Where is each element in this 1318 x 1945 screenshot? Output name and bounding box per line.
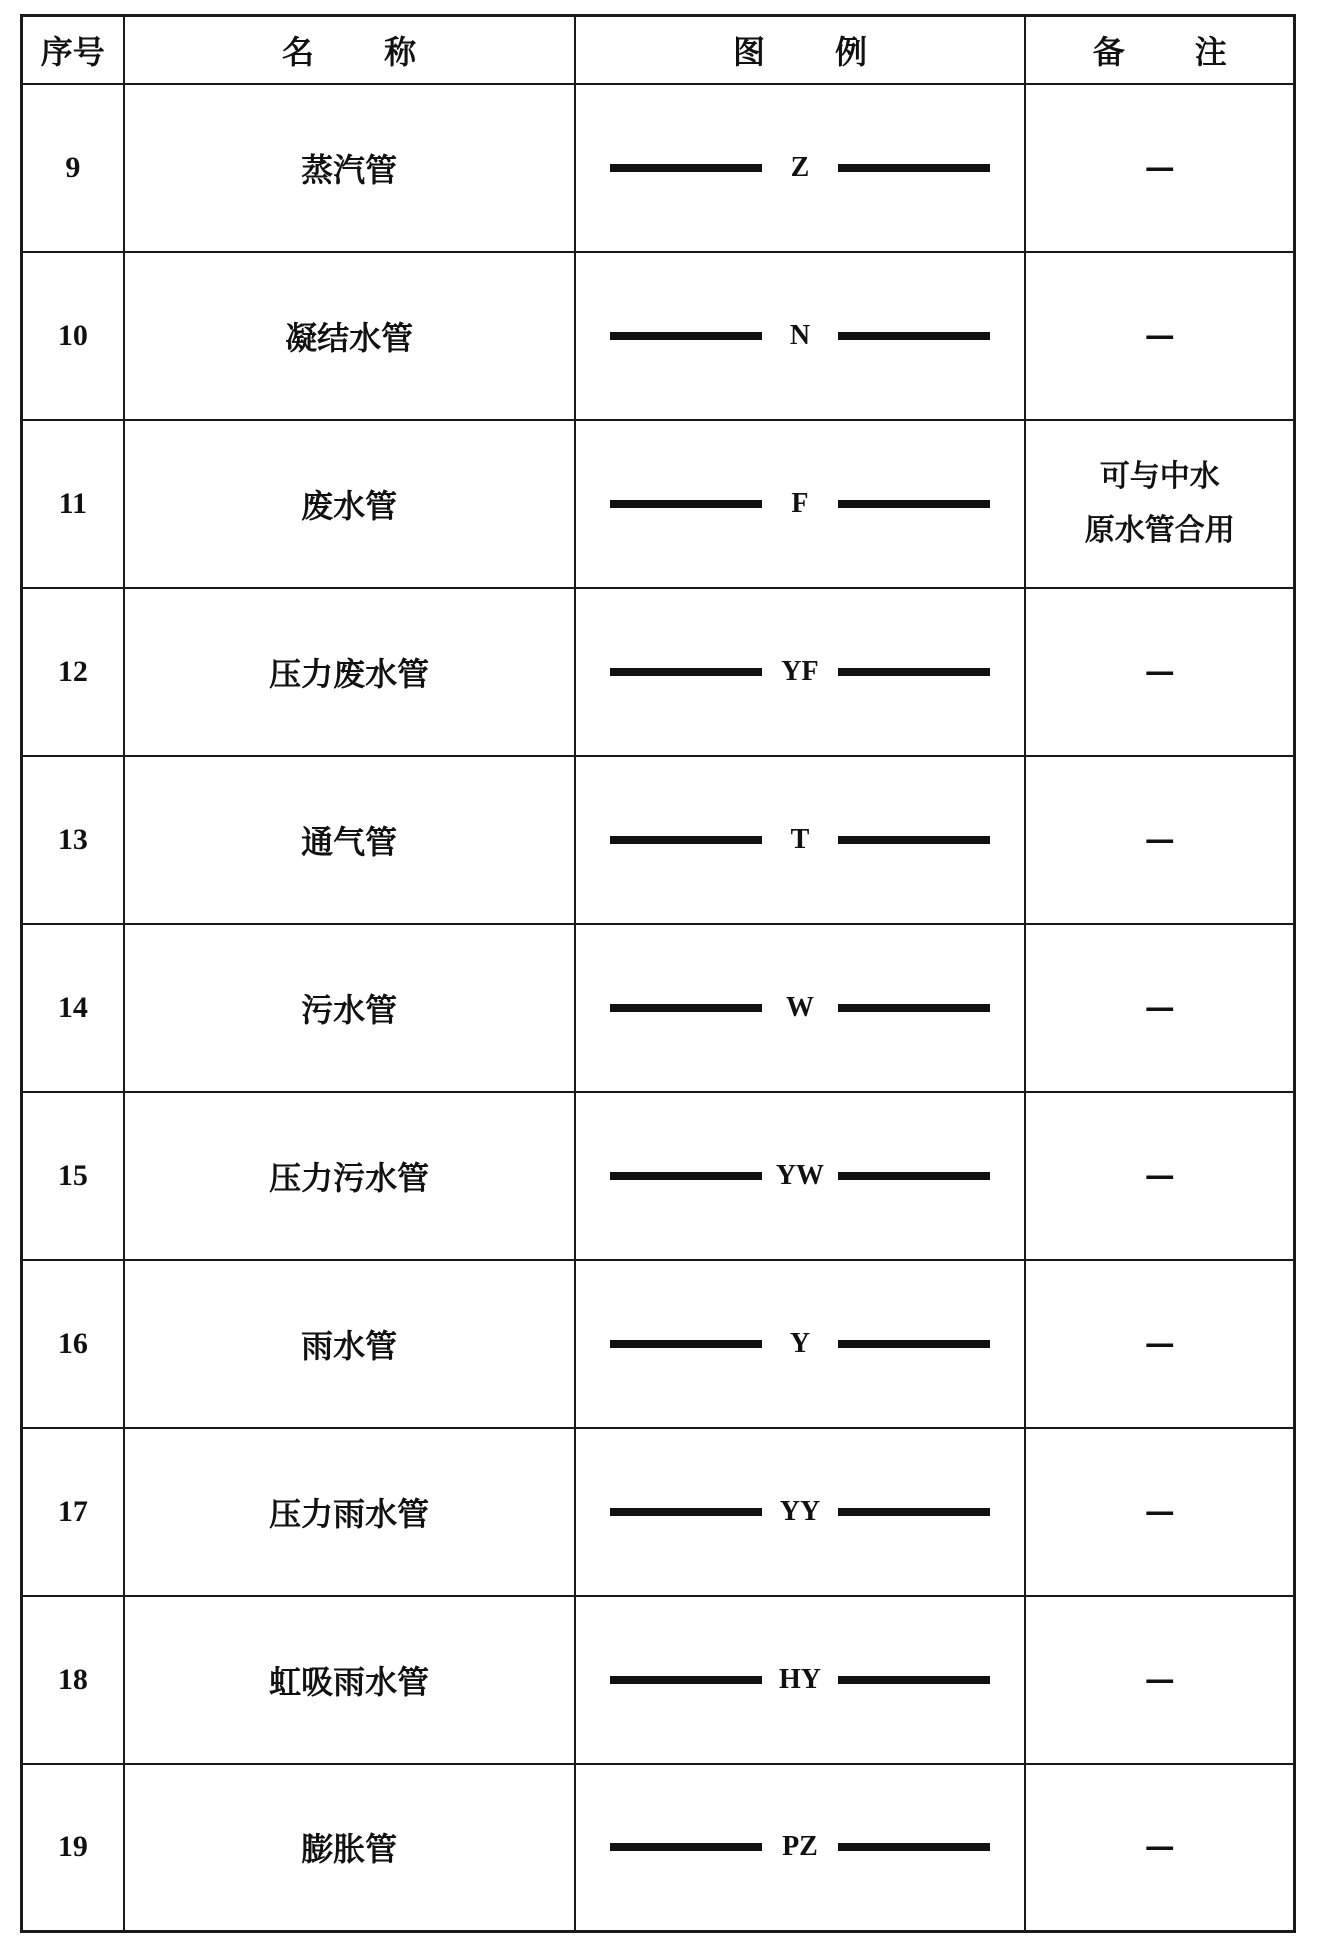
header-serial-number-label: 序号	[40, 32, 105, 71]
pipe-code-label: Z	[790, 151, 810, 183]
serial-number-cell: 19	[22, 1764, 124, 1932]
note-cell	[1025, 924, 1294, 1092]
header-legend	[575, 16, 1026, 84]
pipe-line-left-segment	[610, 668, 762, 676]
note-line-1: —	[1144, 1829, 1175, 1865]
note-cell	[1025, 1260, 1294, 1428]
header-name-char-1: 名	[282, 32, 315, 71]
serial-number-cell: 14	[22, 924, 124, 1092]
serial-number-cell: 18	[22, 1596, 124, 1764]
pipe-line-symbol	[576, 656, 1025, 688]
pipe-line-right-segment	[838, 332, 990, 340]
header-name-char-2: 称	[384, 32, 417, 71]
pipe-name-cell: 虹吸雨水管	[124, 1596, 575, 1764]
serial-number-cell: 11	[22, 420, 124, 588]
pipe-line-left-segment	[610, 332, 762, 340]
legend-symbol-cell	[575, 252, 1026, 420]
pipe-line-left-segment	[610, 164, 762, 172]
pipe-name-cell: 通气管	[124, 756, 575, 924]
pipe-line-symbol	[576, 992, 1025, 1024]
pipe-line-symbol	[576, 320, 1025, 352]
serial-number-cell: 15	[22, 1092, 124, 1260]
note-line-1: —	[1144, 149, 1175, 185]
legend-symbol-cell	[575, 1092, 1026, 1260]
pipe-line-symbol	[576, 1496, 1025, 1528]
note-cell	[1025, 1764, 1294, 1932]
pipe-name-cell: 膨胀管	[124, 1764, 575, 1932]
header-note-char-2: 注	[1194, 32, 1227, 71]
serial-number-cell: 12	[22, 588, 124, 756]
note-line-1: —	[1144, 1325, 1175, 1361]
pipe-code-label: YF	[781, 655, 819, 687]
pipe-line-left-segment	[610, 1172, 762, 1180]
table-row	[22, 756, 1295, 924]
pipe-line-right-segment	[838, 1676, 990, 1684]
header-serial-number	[22, 16, 124, 84]
note-line-1: —	[1144, 653, 1175, 689]
legend-symbol-cell	[575, 1428, 1026, 1596]
pipe-line-right-segment	[838, 1172, 990, 1180]
pipe-line-left-segment	[610, 1843, 762, 1851]
pipe-name-cell: 凝结水管	[124, 252, 575, 420]
note-line-1: —	[1144, 1157, 1175, 1193]
pipe-code-label: W	[785, 991, 814, 1023]
note-cell	[1025, 1428, 1294, 1596]
pipe-code-label: F	[791, 487, 809, 519]
note-cell	[1025, 1092, 1294, 1260]
legend-symbol-cell	[575, 924, 1026, 1092]
pipe-line-symbol	[576, 1831, 1025, 1863]
pipe-line-left-segment	[610, 1340, 762, 1348]
pipe-line-left-segment	[610, 1508, 762, 1516]
note-line-1: —	[1144, 821, 1175, 857]
table-row	[22, 1260, 1295, 1428]
table-row	[22, 84, 1295, 252]
pipe-line-left-segment	[610, 1004, 762, 1012]
note-cell	[1025, 84, 1294, 252]
note-cell	[1025, 1596, 1294, 1764]
note-line-1: —	[1144, 1661, 1175, 1697]
pipe-name-cell: 废水管	[124, 420, 575, 588]
pipe-line-symbol	[576, 152, 1025, 184]
pipe-line-right-segment	[838, 164, 990, 172]
table-row	[22, 924, 1295, 1092]
note-cell	[1025, 756, 1294, 924]
pipe-line-right-segment	[838, 836, 990, 844]
header-legend-char-2: 例	[834, 32, 867, 71]
note-line-1: —	[1144, 989, 1175, 1025]
table-row	[22, 588, 1295, 756]
pipe-line-symbol	[576, 488, 1025, 520]
serial-number-cell: 9	[22, 84, 124, 252]
pipe-line-right-segment	[838, 1508, 990, 1516]
serial-number-cell: 10	[22, 252, 124, 420]
pipe-line-right-segment	[838, 500, 990, 508]
pipe-line-left-segment	[610, 836, 762, 844]
pipe-code-label: T	[790, 823, 810, 855]
note-cell	[1025, 252, 1294, 420]
pipe-code-label: HY	[778, 1663, 821, 1695]
pipe-name-cell: 压力雨水管	[124, 1428, 575, 1596]
legend-symbol-cell	[575, 588, 1026, 756]
pipe-line-left-segment	[610, 1676, 762, 1684]
header-note	[1025, 16, 1294, 84]
pipe-code-label: PZ	[782, 1831, 818, 1863]
serial-number-cell: 17	[22, 1428, 124, 1596]
pipe-line-symbol	[576, 1328, 1025, 1360]
pipe-code-label: YY	[779, 1495, 821, 1527]
table-row	[22, 420, 1295, 588]
table-row	[22, 252, 1295, 420]
pipe-name-cell: 污水管	[124, 924, 575, 1092]
note-line-1: 可与中水	[1099, 458, 1220, 494]
pipe-line-symbol	[576, 1160, 1025, 1192]
serial-number-cell: 13	[22, 756, 124, 924]
pipe-code-label: Y	[789, 1327, 811, 1359]
table-row	[22, 1596, 1295, 1764]
legend-symbol-cell	[575, 1596, 1026, 1764]
pipe-line-right-segment	[838, 1843, 990, 1851]
table-row	[22, 1092, 1295, 1260]
pipe-line-right-segment	[838, 1340, 990, 1348]
table-row	[22, 1764, 1295, 1932]
pipe-name-cell: 雨水管	[124, 1260, 575, 1428]
legend-symbol-cell	[575, 756, 1026, 924]
legend-symbol-cell	[575, 1764, 1026, 1932]
table-header-row	[22, 16, 1295, 84]
note-line-1: —	[1144, 1493, 1175, 1529]
note-line-2: 原水管合用	[1084, 512, 1235, 548]
header-legend-char-1: 图	[732, 32, 765, 71]
legend-symbol-cell	[575, 84, 1026, 252]
note-cell	[1025, 420, 1294, 588]
pipe-name-cell: 蒸汽管	[124, 84, 575, 252]
note-cell	[1025, 588, 1294, 756]
pipe-line-left-segment	[610, 500, 762, 508]
table-body	[22, 84, 1295, 1932]
pipe-legend-sheet	[20, 14, 1296, 1932]
pipe-line-right-segment	[838, 1004, 990, 1012]
serial-number-cell: 16	[22, 1260, 124, 1428]
pipe-code-label: YW	[775, 1159, 825, 1191]
table-row	[22, 1428, 1295, 1596]
note-line-1: —	[1144, 317, 1175, 353]
header-note-char-1: 备	[1092, 32, 1125, 71]
legend-symbol-cell	[575, 420, 1026, 588]
pipe-line-symbol	[576, 824, 1025, 856]
header-name	[124, 16, 575, 84]
pipe-name-cell: 压力废水管	[124, 588, 575, 756]
pipe-line-right-segment	[838, 668, 990, 676]
legend-symbol-cell	[575, 1260, 1026, 1428]
pipe-legend-table	[20, 14, 1296, 1933]
pipe-line-symbol	[576, 1664, 1025, 1696]
pipe-code-label: N	[789, 319, 811, 351]
pipe-name-cell: 压力污水管	[124, 1092, 575, 1260]
